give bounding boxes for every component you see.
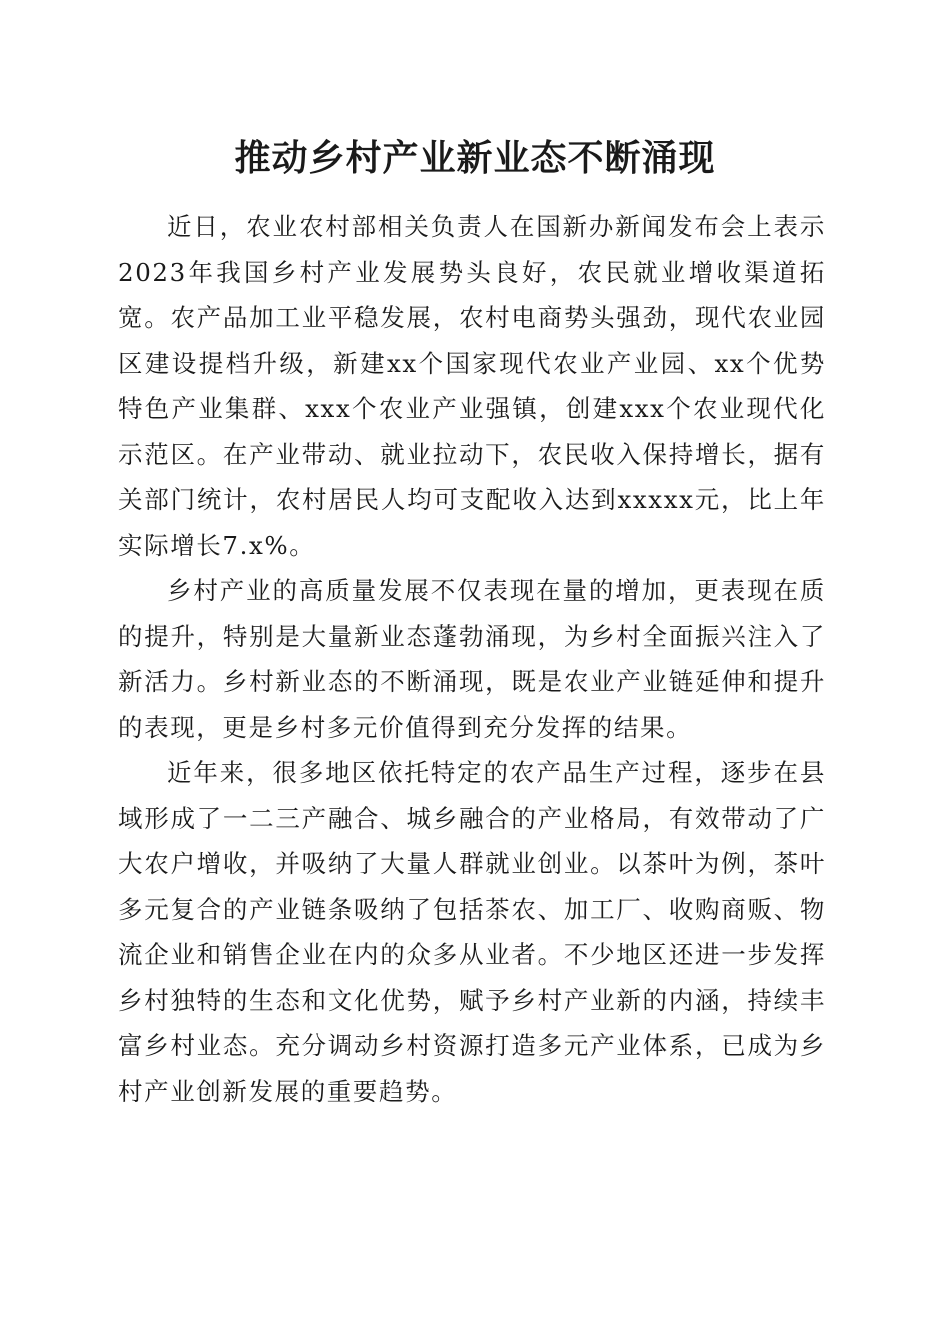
paragraph-3: 近年来，很多地区依托特定的农产品生产过程，逐步在县域形成了一二三产融合、城乡融合的产业格局，有效带动了广大农户增收，并吸纳了大量人群就业创业。以茶叶为例，茶叶多元复合的产业链条吸纳了包括茶农、加工厂、收购商贩、物流企业和销售企业在内的众多从业者。不少地区还进一步发挥乡村独特的生态和文化优势，赋予乡村产业新的内涵，持续丰富乡村业态。充分调动乡村资源打造多元产业体系，已成为乡村产业创新发展的重要趋势。 [118, 758, 826, 1106]
paragraph-1: 近日，农业农村部相关负责人在国新办新闻发布会上表示2023年我国乡村产业发展势头良好，农民就业增收渠道拓宽。农产品加工业平稳发展，农村电商势头强劲，现代农业园区建设提档升级，新建xx个国家现代农业产业园、xx个优势特色产业集群、xxx个农业产业强镇，创建xxx个农业现代化示范区。在产业带动、就业拉动下，农民收入保持增长，据有关部门统计，农村居民人均可支配收入达到xxxxx元，比上年实际增长7.x%。 [118, 212, 826, 560]
paragraph-2: 乡村产业的高质量发展不仅表现在量的增加，更表现在质的提升，特别是大量新业态蓬勃涌现，为乡村全面振兴注入了新活力。乡村新业态的不断涌现，既是农业产业链延伸和提升的表现，更是乡村多元价值得到充分发挥的结果。 [118, 576, 826, 742]
document-body [118, 204, 826, 1114]
document-title: 推动乡村产业新业态不断涌现 [234, 137, 716, 179]
